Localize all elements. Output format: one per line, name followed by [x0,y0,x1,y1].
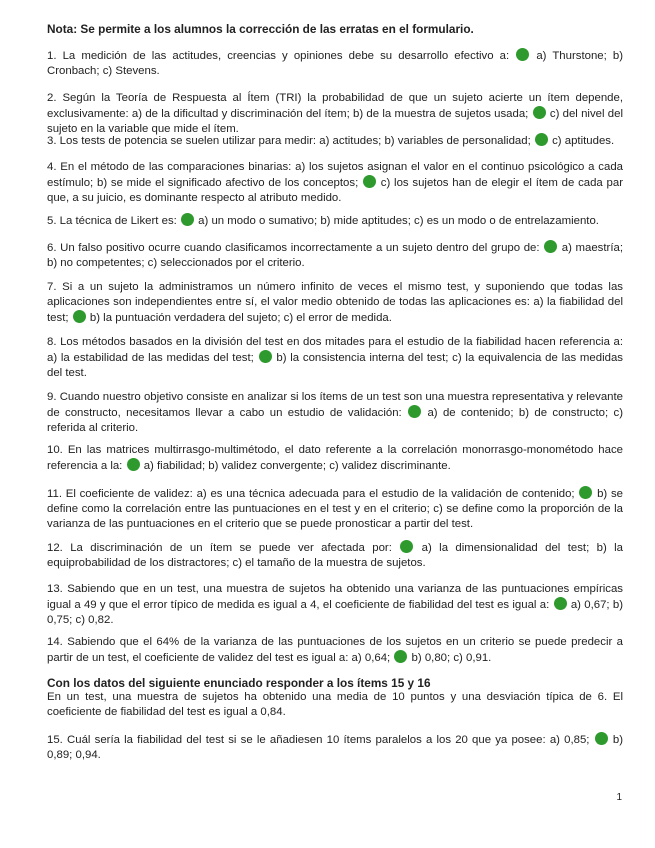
question-13: 13. Sabiendo que en un test, una muestra de sujetos ha obtenido una varianza de las puntuaciones empíricas igual a 49 y que el error típico de medida es igual a 4, el coeficiente de fiabilidad del test es igual a: a) 0,67; b) 0,75; c) 0,82. [47,583,624,626]
answer-marker [181,213,194,226]
question-8: 8. Los métodos basados en la división del test en dos mitades para el estudio de la fiabilidad hacen referencia a: a) la estabilidad de las medidas del test; b) la consistencia interna del test; c) la equivalencia de las medidas del test. [47,336,623,379]
question-2: 2. Según la Teoría de Respuesta al Ítem (TRI) la probabilidad de que un sujeto acierte un ítem depende, exclusivamente: a) de la dificultad y discriminación del ítem; b) de la muestra de sujetos usada; c) del nivel del sujeto en la variable que mide el ítem. [47,92,623,135]
answer-marker [400,540,413,553]
section-text: En un test, una muestra de sujetos ha obtenido una media de 10 puntos y una desviación típica de 6. El coeficiente de fiabilidad del test es igual a 0,84. [47,691,623,718]
answer-marker [394,650,407,663]
answer-marker [73,310,86,323]
question-6: 6. Un falso positivo ocurre cuando clasificamos incorrectamente a un sujeto dentro del grupo de: a) maestría; b) no competentes; c) seleccionados por el criterio. [47,242,623,269]
answer-marker [516,48,529,61]
answer-marker [533,106,546,119]
question-11: 11. El coeficiente de validez: a) es una técnica adecuada para el estudio de la validación de contenido; b) se define como la correlación entre las puntuaciones en el test y en el criterio; c) se define como la proporción de la varianza de las puntuaciones en el criterio que se puede pronosticar a partir del test. [47,488,623,530]
answer-marker [127,458,140,471]
answer-marker [544,240,557,253]
section-title: Con los datos del siguiente enunciado responder a los ítems 15 y 16 [47,676,431,690]
question-12: 12. La discriminación de un ítem se puede ver afectada por: a) la dimensionalidad del test; b) la equiprobabilidad de los distractores; c) el tamaño de la muestra de sujetos. [47,542,623,569]
answer-marker [595,732,608,745]
answer-marker [259,350,272,363]
question-1: 1. La medición de las actitudes, creencias y opiniones debe su desarrollo efectivo a: a) Thurstone; b) Cronbach; c) Stevens. [47,50,623,77]
question-4: 4. En el método de las comparaciones binarias: a) los sujetos asignan el valor en el continuo psicológico a cada estímulo; b) se mide el significado afectivo de los conceptos; c) los sujetos han de elegir el ítem de cada par que, a su juicio, es dominante respecto al atributo medido. [47,161,623,204]
answer-marker [535,133,548,146]
note-heading: Nota: Se permite a los alumnos la corrección de las erratas en el formulario. [47,22,474,36]
answer-marker [554,597,567,610]
question-5: 5. La técnica de Likert es: a) un modo o sumativo; b) mide aptitudes; c) es un modo o de entrelazamiento. [47,215,599,227]
answer-marker [408,405,421,418]
question-10: 10. En las matrices multirrasgo-multimétodo, el dato referente a la correlación monorrasgo-monométodo hace referencia a la: a) fiabilidad; b) validez convergente; c) validez discriminante. [47,444,623,472]
answer-marker [579,486,592,499]
question-7: 7. Si a un sujeto la administramos un número infinito de veces el mismo test, y suponiendo que todas las aplicaciones son independientes entre sí, el valor medio obtenido de todas las aplicaciones es: a) la fiabilidad del test; b) la puntuación verdadera del sujeto; c) el error de medida. [47,281,623,324]
question-15: 15. Cuál sería la fiabilidad del test si se le añadiesen 10 ítems paralelos a los 20 que ya posee: a) 0,85; b) 0,89; 0,94. [47,734,623,761]
answer-marker [363,175,376,188]
question-3: 3. Los tests de potencia se suelen utilizar para medir: a) actitudes; b) variables de personalidad; c) aptitudes. [47,135,615,147]
question-9: 9. Cuando nuestro objetivo consiste en analizar si los ítems de un test son una muestra representativa y relevante de constructo, necesitamos llevar a cabo un estudio de validación: a) de contenido; b) de constructo; c) referida al criterio. [47,391,623,434]
question-14: 14. Sabiendo que el 64% de la varianza de las puntuaciones de los sujetos en un criterio se puede predecir a partir de un test, el coeficiente de validez del test es igual a: a) 0,64; b) 0,80; c) 0,91. [47,636,623,664]
page-number: 1 [616,792,622,803]
